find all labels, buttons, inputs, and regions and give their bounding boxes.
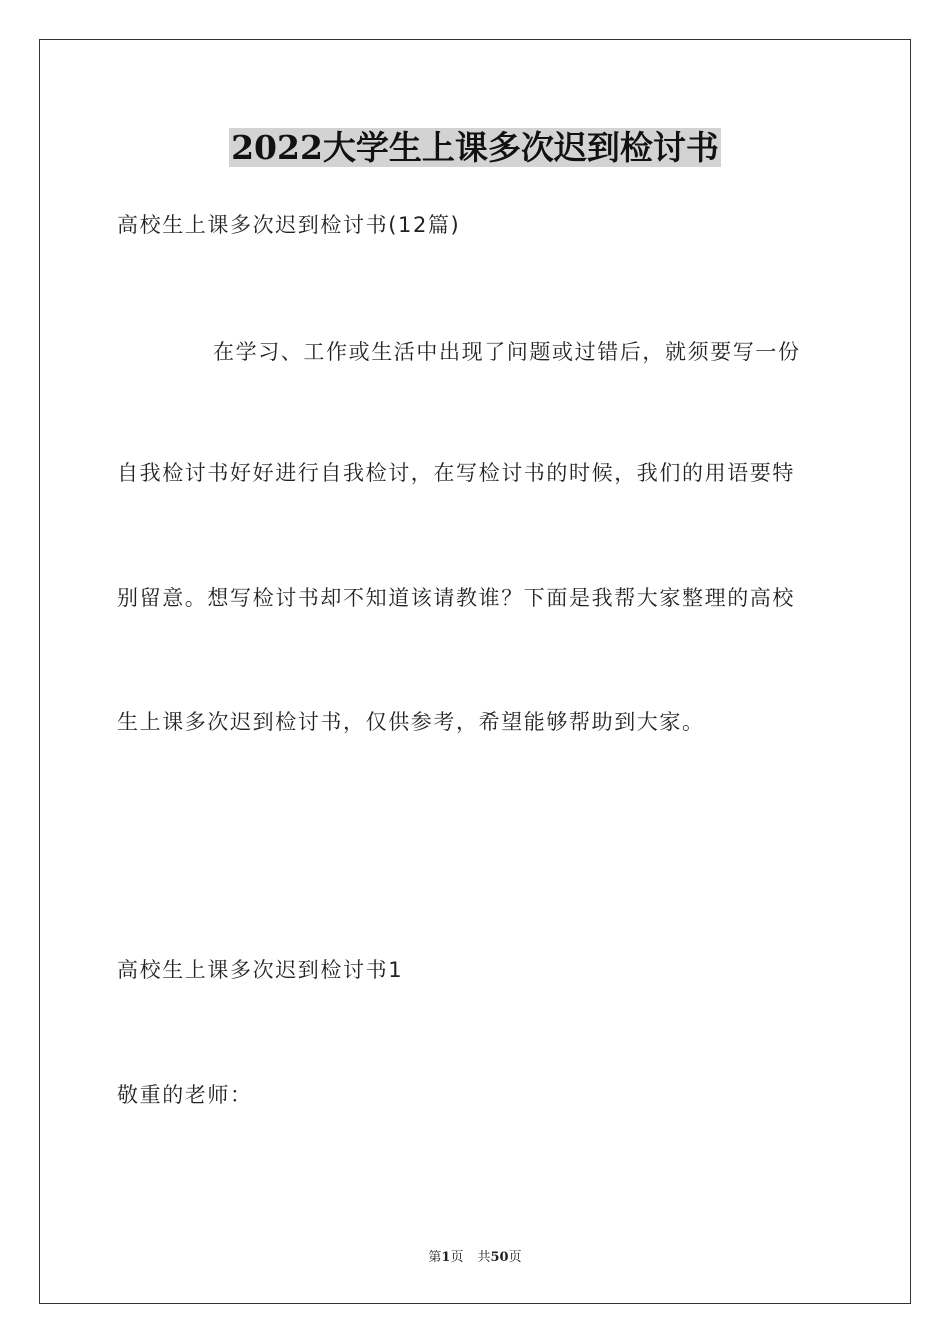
document-title bbox=[0, 126, 950, 170]
footer-page-number: 1 bbox=[441, 1250, 451, 1265]
footer-total-prefix: 共 bbox=[477, 1250, 491, 1265]
document-subtitle: 高校生上课多次迟到检讨书(12篇) bbox=[117, 213, 461, 237]
page-footer bbox=[0, 1249, 950, 1267]
intro-line-1: 在学习、工作或生活中出现了问题或过错后，就须要写一份 bbox=[213, 340, 801, 364]
intro-line-2: 自我检讨书好好进行自我检讨，在写检讨书的时候，我们的用语要特 bbox=[117, 461, 795, 485]
footer-page-suffix: 页 bbox=[450, 1250, 464, 1265]
section-heading: 高校生上课多次迟到检讨书1 bbox=[117, 958, 404, 982]
document-title-text: 2022大学生上课多次迟到检讨书 bbox=[231, 128, 719, 167]
intro-line-4: 生上课多次迟到检讨书，仅供参考，希望能够帮助到大家。 bbox=[117, 710, 705, 734]
salutation: 敬重的老师： bbox=[117, 1083, 253, 1107]
footer-page-prefix: 第 bbox=[428, 1250, 442, 1265]
footer-total-pages: 50 bbox=[490, 1250, 509, 1265]
intro-line-3: 别留意。想写检讨书却不知道该请教谁？下面是我帮大家整理的高校 bbox=[117, 586, 795, 610]
footer-total-suffix: 页 bbox=[508, 1250, 522, 1265]
